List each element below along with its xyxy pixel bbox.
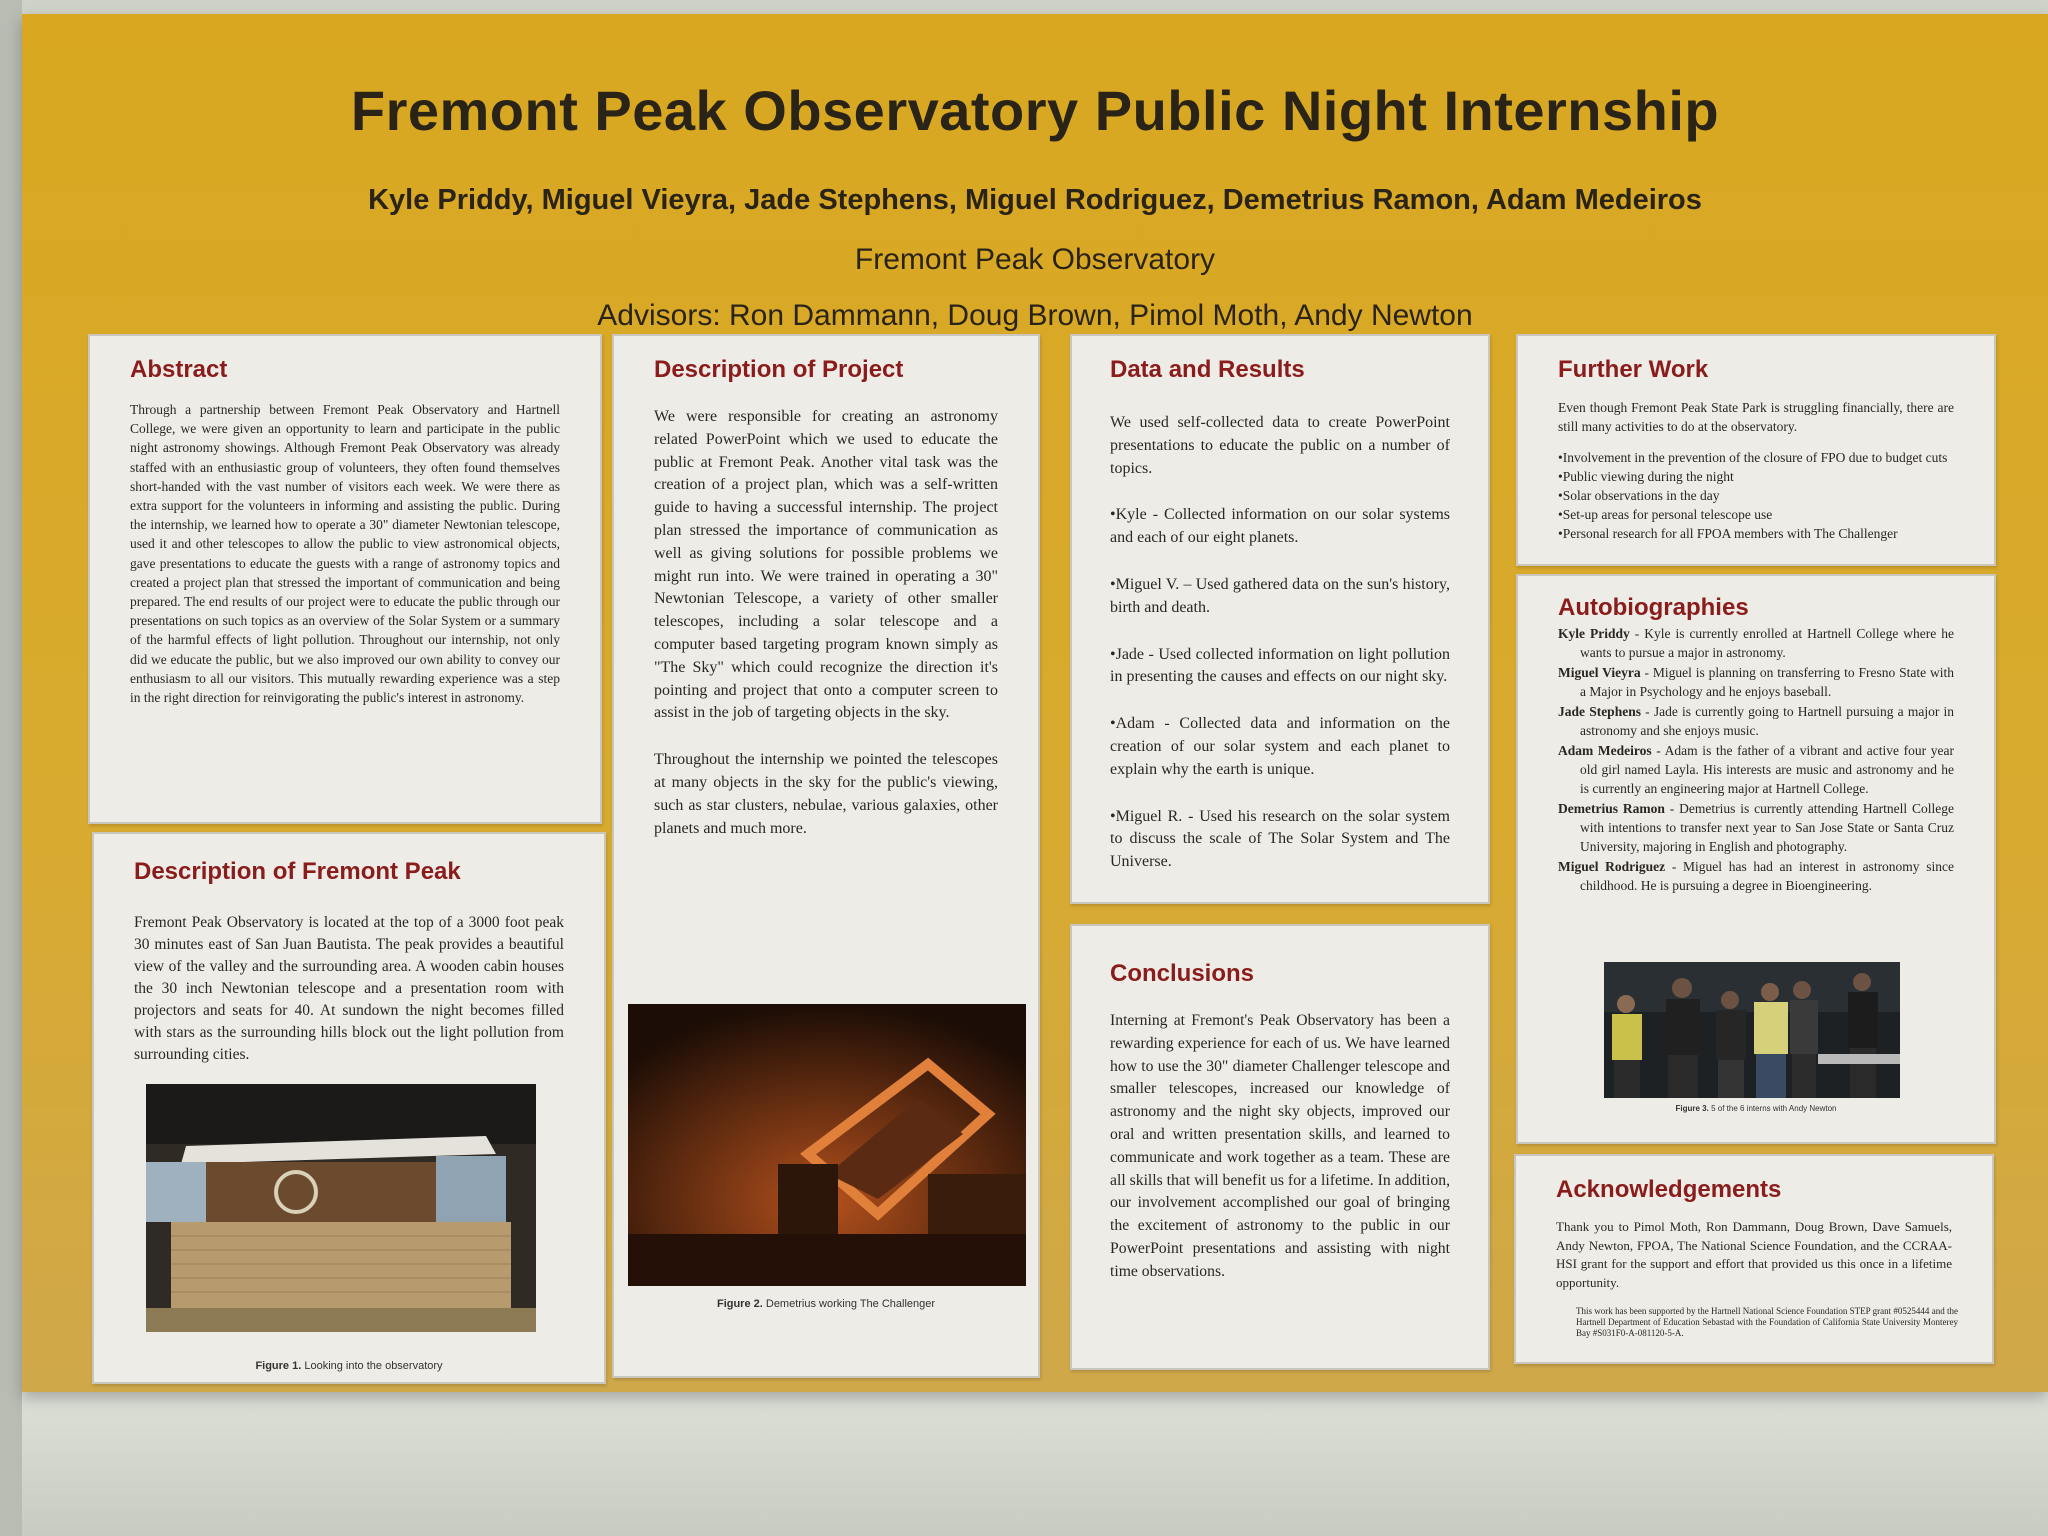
- poster-institution: Fremont Peak Observatory: [854, 243, 1216, 276]
- poster: [22, 14, 2048, 1392]
- bio-name: Demetrius Ramon: [1558, 801, 1665, 816]
- acknowledgements-text: Thank you to Pimol Moth, Ron Dammann, Doug Brown, Dave Samuels, Andy Newton, FPOA, The National Science Foundation, and the CCRAA-HSI grant for the support and effort that provided us this once in a lifetime opportunity.: [1556, 1219, 1952, 1290]
- telescope-photo: [628, 1004, 1026, 1286]
- bio-text: - Jade is currently going to Hartnell pursuing a major in astronomy and she enjoys music.: [1580, 704, 1955, 738]
- results-item-kyle: •Kyle - Collected information on our solar systems and each of our eight planets.: [1110, 506, 1450, 547]
- conclusions-panel: [1070, 924, 1490, 1370]
- further-work-panel: [1516, 334, 1996, 566]
- results-item-miguel-r: •Miguel R. - Used his research on the solar system to discuss the scale of The Solar System and The Universe.: [1110, 807, 1450, 871]
- bio-adam: [1558, 741, 1954, 798]
- figure-3-caption: [1518, 1104, 1994, 1113]
- conclusions-heading: Conclusions: [1110, 960, 1255, 987]
- project-text: [654, 406, 998, 864]
- poster-title: Fremont Peak Observatory Public Night Internship: [350, 79, 1720, 142]
- bio-miguel-rodriguez: [1558, 857, 1954, 895]
- project-panel: [612, 334, 1040, 1378]
- project-heading: Description of Project: [654, 356, 904, 383]
- fremont-peak-heading: Description of Fremont Peak: [134, 858, 461, 885]
- bio-name: Adam Medeiros: [1558, 743, 1652, 758]
- bio-jade: [1558, 702, 1954, 740]
- bio-name: Kyle Priddy: [1558, 626, 1630, 641]
- bio-text: - Miguel has had an interest in astronomy since childhood. He is pursuing a degree in Bioengineering.: [1580, 859, 1954, 893]
- bio-text: - Adam is the father of a vibrant and active four year old girl named Layla. His interests are music and astronomy and he is currently an engineering major at Hartnell College.: [1580, 743, 1954, 796]
- figure-1-text: Looking into the observatory: [304, 1360, 443, 1372]
- bio-miguel-vieyra: [1558, 663, 1954, 701]
- figure-3-text: 5 of the 6 interns with Andy Newton: [1711, 1104, 1837, 1113]
- poster-advisors: Advisors: Ron Dammann, Doug Brown, Pimol Moth, Andy Newton: [597, 299, 1473, 332]
- bio-text: - Demetrius is currently attending Hartnell College with intentions to transfer next year to San Jose State or Santa Cruz University, majoring in English and photography.: [1580, 801, 1954, 854]
- figure-1-caption: [94, 1360, 604, 1372]
- bio-kyle: [1558, 624, 1954, 662]
- results-text: [1110, 412, 1450, 898]
- bio-demetrius: [1558, 799, 1954, 856]
- further-work-item: •Solar observations in the day: [1558, 488, 1720, 503]
- results-panel: [1070, 334, 1490, 904]
- figure-2-caption: [614, 1298, 1038, 1310]
- further-work-intro: Even though Fremont Peak State Park is struggling financially, there are still many activities to do at the observatory.: [1558, 400, 1954, 434]
- poster-authors: Kyle Priddy, Miguel Vieyra, Jade Stephens, Miguel Rodriguez, Demetrius Ramon, Adam Medeiros: [368, 184, 1702, 216]
- bio-text: - Kyle is currently enrolled at Hartnell College where he wants to pursue a major in astronomy.: [1580, 626, 1955, 660]
- fremont-peak-panel: [92, 832, 606, 1384]
- results-item-jade: •Jade - Used collected information on light pollution in presenting the causes and effects on our night sky.: [1110, 645, 1450, 686]
- autobiographies-text: [1558, 624, 1954, 896]
- further-work-item: •Involvement in the prevention of the closure of FPO due to budget cuts: [1558, 450, 1948, 465]
- project-para-2: Throughout the internship we pointed the telescopes at many objects in the sky for the public's viewing, such as star clusters, nebulae, various galaxies, other planets and much more.: [654, 751, 998, 837]
- abstract-text: Through a partnership between Fremont Peak Observatory and Hartnell College, we were given an opportunity to learn and participate in the public night astronomy showings. Although Fremont Peak Observatory was already staffed with an enthusiastic group of volunteers, they often found themselves short-handed with the vast number of visitors each week. We were there as extra support for the volunteers in informing and assisting the public. During the internship, we learned how to operate a 30" diameter Newtonian telescope, used it and other telescopes to allow the public to view astronomical objects, gave presentations to educate the guests with a range of astronomy topics and created a project plan that stressed the important of communication and being prepared. The end results of our project were to educate the public through our presentations on such topics as an overview of the Solar System or a summary of the harmful effects of light pollution. Throughout our internship, not only did we educate the public, but we also improved our own ability to convey our enthusiasm to all our visitors. This mutually rewarding experience was a step in the right direction for reinvigorating the public's interest in astronomy.: [130, 402, 560, 706]
- further-work-item: •Set-up areas for personal telescope use: [1558, 507, 1773, 522]
- autobiographies-heading: Autobiographies: [1558, 594, 1749, 621]
- figure-1-label: Figure 1.: [255, 1360, 302, 1372]
- abstract-heading: Abstract: [130, 356, 228, 383]
- interns-photo: [1604, 962, 1900, 1098]
- abstract-panel: [88, 334, 602, 824]
- results-item-miguel-v: •Miguel V. – Used gathered data on the sun's history, birth and death.: [1110, 575, 1450, 616]
- further-work-item: •Public viewing during the night: [1558, 469, 1734, 484]
- bio-name: Jade Stephens: [1558, 704, 1641, 719]
- further-work-list: [1558, 448, 1954, 543]
- wall-background: [22, 1392, 2048, 1536]
- further-work-text: [1558, 398, 1954, 543]
- conclusions-text: Interning at Fremont's Peak Observatory has been a rewarding experience for each of us. We have learned how to use the 30" diameter Challenger telescope and smaller telescopes, increased our knowledge of astronomy and the night sky objects, improved our oral and written presentation skills, and learned to communicate and work together as a team. These are all skills that will benefit us for a lifetime. In addition, our involvement accomplished our goal of bringing the excitement of astronomy to the public in our PowerPoint presentations and assisting with night time observations.: [1110, 1012, 1450, 1280]
- bio-name: Miguel Vieyra: [1558, 665, 1641, 680]
- figure-2-label: Figure 2.: [716, 1298, 763, 1310]
- results-intro: We used self-collected data to create PowerPoint presentations to educate the public on a number of topics.: [1110, 414, 1450, 477]
- results-item-adam: •Adam - Collected data and information on the creation of our solar system and each planet to explain why the earth is unique.: [1110, 715, 1450, 778]
- acknowledgements-panel: [1514, 1154, 1994, 1364]
- figure-3-label: Figure 3.: [1675, 1104, 1709, 1113]
- autobiographies-panel: [1516, 574, 1996, 1144]
- acknowledgements-footnote: This work has been supported by the Hartnell National Science Foundation STEP grant #0525444 and the Hartnell Department of Education Sebastad with the Foundation of California State University Monterey Bay #S031F0-A-081120-5-A.: [1576, 1306, 1958, 1338]
- figure-2-text: Demetrius working The Challenger: [765, 1298, 936, 1310]
- results-heading: Data and Results: [1110, 356, 1305, 383]
- wall-background: [0, 0, 22, 1536]
- project-para-1: We were responsible for creating an astronomy related PowerPoint which we used to educate the public at Fremont Peak. Another vital task was the creation of a project plan, which was a self-written guide to having a successful internship. The project plan stressed the importance of communication as well as giving solutions for possible problems we might run into. We were trained in operating a 30" Newtonian Telescope, a variety of other smaller telescopes, including a solar telescope and a computer based targeting program known simply as "The Sky" which could recognize the direction it's pointing and project that onto a computer screen to assist in the job of targeting objects in the sky.: [654, 408, 998, 722]
- observatory-photo: [146, 1084, 536, 1332]
- bio-name: Miguel Rodriguez: [1558, 859, 1666, 874]
- fremont-peak-text: Fremont Peak Observatory is located at the top of a 3000 foot peak 30 minutes east of San Juan Bautista. The peak provides a beautiful view of the valley and the surrounding area. A wooden cabin houses the 30 inch Newtonian telescope and a presentation room with projectors and seats for 40. At sundown the night becomes filled with stars as the surrounding hills block out the light pollution from surrounding cities.: [134, 914, 564, 1063]
- further-work-item: •Personal research for all FPOA members with The Challenger: [1558, 526, 1898, 541]
- bio-text: - Miguel is planning on transferring to Fresno State with a Major in Psychology and he enjoys baseball.: [1580, 665, 1954, 699]
- further-work-heading: Further Work: [1558, 356, 1709, 383]
- acknowledgements-heading: Acknowledgements: [1556, 1176, 1782, 1203]
